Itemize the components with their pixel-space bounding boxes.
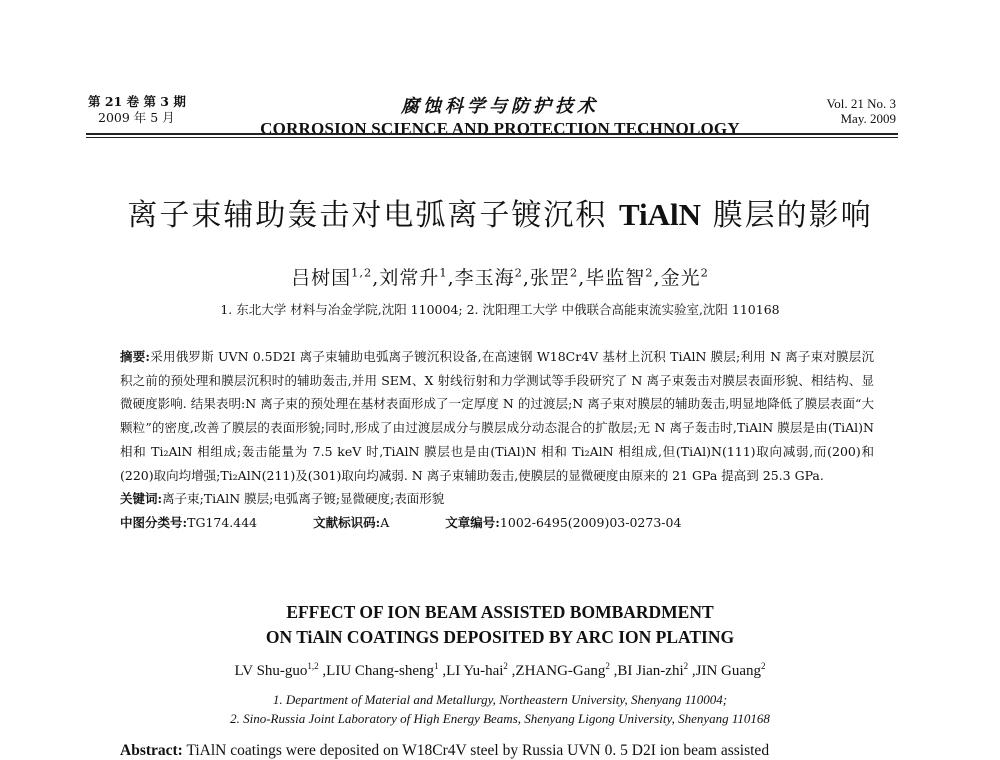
- title-en-line2: ON TiAlN COATINGS DEPOSITED BY ARC ION PLATING: [265, 627, 735, 647]
- title-cn-part1: 离子束辅助轰击对电弧离子镀沉积: [127, 198, 619, 233]
- volume-line-cn: 第 21 卷 第 3 期: [88, 94, 186, 109]
- volume-issue-en: [827, 96, 896, 126]
- author-list-cn: [0, 263, 1000, 290]
- author-cn: 毕监智$^2$,: [585, 265, 661, 289]
- paper-title-en: [0, 600, 1000, 650]
- abstract-cn: [120, 345, 874, 487]
- clc-number: 中图分类号:TG174.444: [120, 514, 258, 530]
- author-list-en: [0, 663, 1000, 680]
- affiliation-en-2: 2. Sino-Russia Joint Laboratory of High Energy Beams, Shenyang Ligong University, Shenyang 110168: [230, 711, 770, 726]
- keywords-text-cn: 离子束;TiAlN 膜层;电弧离子镀;显微硬度;表面形貌: [162, 491, 445, 507]
- affiliation-en: [0, 690, 1000, 728]
- abstract-label-en: Abstract:: [120, 742, 183, 759]
- author-cn: 李玉海$^2$,: [454, 265, 530, 289]
- abstract-text-en: TiAlN coatings were deposited on W18Cr4V steel by Russia UVN 0. 5 D2I ion beam assisted: [182, 742, 770, 759]
- abstract-en: [120, 742, 880, 760]
- keywords-label-cn: 关键词:: [120, 491, 163, 507]
- keywords-cn: [120, 487, 874, 511]
- title-cn-compound: TiAlN: [618, 197, 702, 232]
- volume-line-en: Vol. 21 No. 3: [826, 96, 896, 111]
- author-en: LIU Chang-sheng$^1$ ,: [326, 661, 447, 679]
- author-cn: 吕树国$^{1,2}$,: [291, 265, 380, 289]
- classification-line: [120, 511, 874, 535]
- author-en: LV Shu-guo$^{1,2}$ ,: [234, 661, 327, 679]
- header-rule-thick: [86, 133, 898, 135]
- document-code: 文献标识码:A: [313, 514, 390, 530]
- author-en: ZHANG-Gang$^2$ ,: [515, 661, 618, 679]
- date-line-en: May. 2009: [840, 111, 896, 126]
- journal-name-en: CORROSION SCIENCE AND PROTECTION TECHNOLOGY: [260, 119, 740, 138]
- date-line-cn: 2009 年 5 月: [98, 110, 175, 125]
- article-number: 文章编号:1002-6495(2009)03-0273-04: [445, 514, 682, 530]
- author-en: JIN Guang$^2$: [695, 661, 766, 679]
- paper-title-cn: [0, 190, 1000, 234]
- author-cn: 刘常升$^1$,: [379, 265, 455, 289]
- author-en: BI Jian-zhi$^2$ ,: [617, 661, 696, 679]
- author-en: LI Yu-hai$^2$ ,: [446, 661, 516, 679]
- title-cn-part2: 膜层的影响: [701, 198, 873, 233]
- author-cn: 张罡$^2$,: [529, 265, 586, 289]
- affiliation-cn: 1. 东北大学 材料与冶金学院,沈阳 110004; 2. 沈阳理工大学 中俄联合高能束流实验室,沈阳 110168: [220, 302, 780, 317]
- affiliation-en-1: 1. Department of Material and Metallurgy, Northeastern University, Shenyang 110004;: [272, 692, 728, 707]
- header-rule-thin: [86, 137, 898, 138]
- abstract-text-cn: 采用俄罗斯 UVN 0.5D2I 离子束辅助电弧离子镀沉积设备,在高速钢 W18Cr4V 基材上沉积 TiAlN 膜层;利用 N 离子束对膜层沉积之前的预处理和膜层沉积时的辅助轰击,并用 SEM、X 射线衍射和力学测试等手段研究了 N 离子束轰击对膜层表面形貌、相结构、显微硬度影响. 结果表明:N 离子束的预处理在基材表面形成了一定厚度 N 的过渡层;N 离子束对膜层的辅助轰击,明显地降低了膜层表面“大颗粒”的密度,改善了膜层的表面形貌;同时,形成了由过渡层成分与膜层成分动态混合的扩散层;无 N 离子轰击时,TiAlN 膜层是由(TiAl)N 相和 Ti₂AlN 相组成;轰击能量为 7.5 keV 时,TiAlN 膜层也是由(TiAl)N 相和 Ti₂AlN 相组成,但(TiAl)N(111)取向减弱,而(200)和(220)取向均增强;Ti₂AlN(211)及(301)取向均减弱. N 离子束辅助轰击,使膜层的显微硬度由原来的 21 GPa 提高到 25.3 GPa.: [120, 349, 874, 483]
- abstract-block-cn: [120, 345, 874, 535]
- abstract-label-cn: 摘要:: [120, 349, 151, 364]
- journal-name-cn: 腐蚀科学与防护技术: [401, 96, 599, 117]
- title-en-line1: EFFECT OF ION BEAM ASSISTED BOMBARDMENT: [286, 602, 714, 622]
- author-cn: 金光$^2$: [660, 265, 709, 289]
